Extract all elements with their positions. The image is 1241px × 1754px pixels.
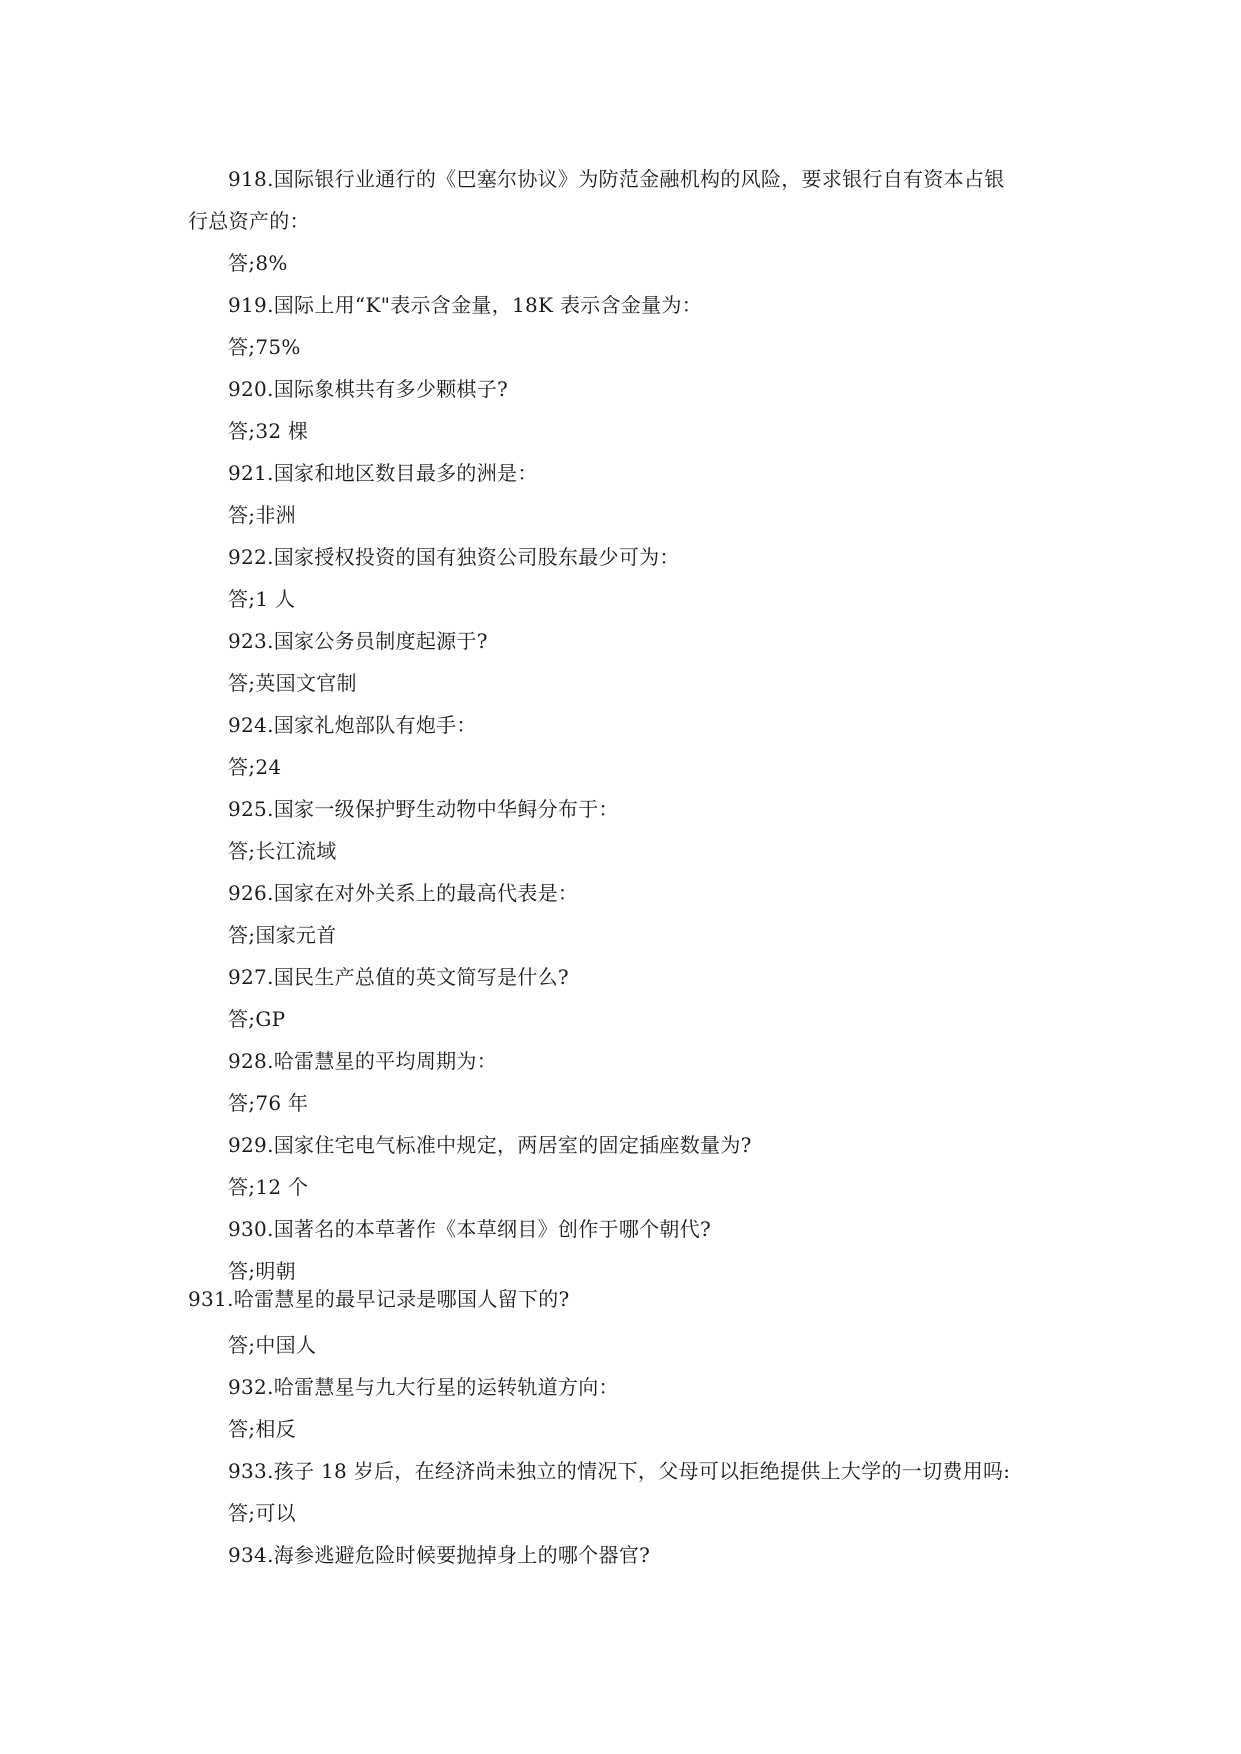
answer-933: 答;可以 (228, 1501, 296, 1525)
question-927: 927.国民生产总值的英文简写是什么? (228, 965, 569, 989)
answer-926: 答;国家元首 (228, 923, 337, 947)
question-933: 933.孩子 18 岁后，在经济尚未独立的情况下，父母可以拒绝提供上大学的一切费用吗: (228, 1459, 1011, 1483)
question-920: 920.国际象棋共有多少颗棋子? (228, 377, 509, 401)
question-923: 923.国家公务员制度起源于? (228, 629, 488, 653)
question-919: 919.国际上用“K"表示含金量，18K 表示含金量为： (228, 293, 703, 317)
question-926: 926.国家在对外关系上的最高代表是： (228, 881, 579, 905)
answer-927: 答;GP (228, 1007, 286, 1031)
answer-925: 答;长江流域 (228, 839, 337, 863)
question-931: 931.哈雷慧星的最早记录是哪国人留下的? (188, 1287, 570, 1311)
question-930: 930.国著名的本草著作《本草纲目》创作于哪个朝代? (228, 1217, 712, 1241)
question-918-line1: 918.国际银行业通行的《巴塞尔协议》为防范金融机构的风险，要求银行自有资本占银 (228, 167, 1005, 191)
answer-930: 答;明朝 (228, 1259, 296, 1283)
answer-932: 答;相反 (228, 1417, 296, 1441)
answer-922: 答;1 人 (228, 587, 296, 611)
answer-929: 答;12 个 (228, 1175, 309, 1199)
question-928: 928.哈雷慧星的平均周期为： (228, 1049, 498, 1073)
answer-918: 答;8% (228, 251, 288, 275)
question-929: 929.国家住宅电气标准中规定，两居室的固定插座数量为? (228, 1133, 752, 1157)
question-921: 921.国家和地区数目最多的洲是： (228, 461, 538, 485)
question-922: 922.国家授权投资的国有独资公司股东最少可为： (228, 545, 680, 569)
answer-920: 答;32 棵 (228, 419, 309, 443)
answer-928: 答;76 年 (228, 1091, 309, 1115)
question-925: 925.国家一级保护野生动物中华鲟分布于： (228, 797, 619, 821)
question-932: 932.哈雷慧星与九大行星的运转轨道方向： (228, 1375, 619, 1399)
question-918-line2: 行总资产的： (188, 209, 310, 233)
answer-931: 答;中国人 (228, 1333, 317, 1357)
answer-919: 答;75% (228, 335, 301, 359)
answer-923: 答;英国文官制 (228, 671, 357, 695)
question-934: 934.海参逃避危险时候要抛掉身上的哪个器官? (228, 1543, 651, 1567)
question-924: 924.国家礼炮部队有炮手： (228, 713, 477, 737)
answer-921: 答;非洲 (228, 503, 296, 527)
answer-924: 答;24 (228, 755, 282, 779)
